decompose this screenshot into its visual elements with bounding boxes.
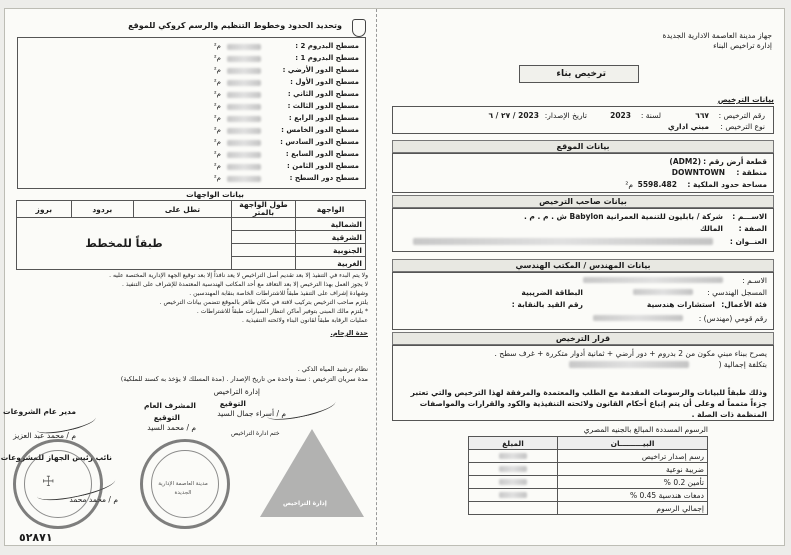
license-box	[392, 106, 774, 134]
floor-area-row	[29, 174, 359, 184]
org-name: جهاز مدينة العاصمة الادارية الجديدة	[662, 31, 772, 40]
plot-size-unit: م²	[625, 180, 633, 189]
license-type-label: نوع الترخيص :	[720, 122, 765, 131]
owner-section-title: بيانات صاحب الترخيص	[392, 195, 774, 208]
floor-area-label: مسطح البدروم 1 :	[295, 54, 359, 62]
note-6: عمليات الرقابة طبقاً لقانون البناء ولائحته التنفيذية .	[242, 317, 368, 324]
floor-area-redacted	[227, 140, 261, 146]
facades-table	[16, 200, 366, 270]
plot-label: قطعة أرض رقم :	[703, 157, 767, 166]
floor-area-unit: م²	[213, 42, 221, 50]
doc-title-box	[519, 65, 639, 83]
note-9: مدة سريان الترخيص : سنة واحدة من تاريخ الإصدار . (مدة المسلك لا يؤخذ به كسند للملكية)	[120, 375, 368, 383]
fees-table	[468, 436, 708, 515]
signature-2-title: التوقيع	[153, 413, 180, 422]
org-department: إدارة تراخيص البناء	[713, 41, 772, 50]
floor-area-row	[29, 162, 359, 172]
floor-area-redacted	[227, 68, 261, 74]
signature-1-scribble	[265, 394, 337, 424]
area-value: DOWNTOWN	[671, 168, 725, 177]
decision-line-3: وذلك طبقاً للبيانات والرسومات المقدمة مع الطلب والمعتمدة والمرفقة لهذا الترخيص والتي تعتبر	[410, 388, 767, 397]
issue-date-label: تاريخ الإصدار:	[544, 111, 587, 120]
decision-box	[392, 345, 774, 421]
decision-line-5: المنظمة ذات الصلة .	[691, 410, 767, 419]
licensing-dept: إدارة التراخيص	[213, 387, 260, 396]
fees-header-row	[469, 437, 708, 450]
decision-section-title: قرار الترخيص	[392, 332, 774, 345]
floor-area-unit: م²	[213, 150, 221, 158]
fees-row	[469, 450, 708, 463]
license-year: 2023	[610, 111, 631, 120]
floor-area-label: مسطح الدور الثامن :	[286, 162, 359, 170]
license-main-panel	[378, 9, 784, 545]
note-3: وشهادة إشراف على التنفيذ طبقاً للاشتراطات الخاصة بنقابة المهندسين .	[189, 290, 368, 297]
floor-area-unit: م²	[213, 90, 221, 98]
owner-capacity-label: الصفة :	[738, 224, 767, 233]
floor-area-label: مسطح الدور السادس :	[280, 138, 359, 146]
fee-amount	[469, 463, 558, 476]
site-box	[392, 153, 774, 193]
floor-area-redacted	[227, 44, 261, 50]
area-label: منطقة :	[736, 168, 767, 177]
floor-area-row	[29, 126, 359, 136]
facades-col-projection: بروز	[17, 201, 72, 218]
signature-3-name: م / محمد عبد العزيز	[13, 431, 76, 440]
plot-size: 5598.482	[637, 180, 677, 189]
facades-header-row	[17, 201, 366, 218]
floor-area-row	[29, 114, 359, 124]
floor-area-label: مسطح الدور الخامس :	[281, 126, 359, 134]
engineer-tax-label: البطاقة الضريبية	[521, 288, 583, 297]
note-4: يلتزم صاحب الترخيص بتركيب لافتة في مكان ظاهر بالموقع تتضمن بيانات الترخيص .	[159, 299, 368, 306]
floor-area-redacted	[227, 164, 261, 170]
facades-col-side: الواجهة	[296, 201, 366, 218]
decision-line-4: جزءاً متمماً له وعلى أن يتم إتباع أحكام القانون ولائحته التنفيذية والكود والقرارات والمواصفات	[419, 399, 767, 408]
facade-side: الشمالية	[296, 218, 366, 231]
floor-area-label: مسطح الدور السابع :	[285, 150, 359, 158]
engineer-class: استشارات هندسية	[646, 300, 715, 309]
license-section-title: بيانات الترخيص	[717, 95, 774, 104]
site-drawing-panel	[0, 9, 377, 545]
owner-capacity: المالك	[699, 224, 723, 233]
owner-address-label: العنــوان :	[729, 237, 767, 246]
signature-1-name: م / أسراء جمال السيد	[217, 409, 286, 418]
floor-area-row	[29, 78, 359, 88]
triangle-stamp-text: إدارة التراخيص	[283, 500, 327, 507]
floor-areas-box	[17, 37, 366, 189]
floor-area-row	[29, 66, 359, 76]
emblem-icon	[352, 19, 366, 37]
facade-row	[17, 218, 366, 231]
license-type: مبني اداري	[667, 122, 709, 131]
engineer-class-label: فئة الأعمال:	[721, 300, 767, 309]
engineer-reg-redacted	[633, 289, 693, 295]
floor-area-row	[29, 138, 359, 148]
signature-2-name: م / محمد السيد	[147, 423, 196, 432]
floor-area-unit: م²	[213, 102, 221, 110]
engineer-box	[392, 272, 774, 330]
plot-number: (ADM2)	[669, 157, 701, 166]
round-seal-stamp	[140, 439, 230, 529]
floor-area-label: مسطح الدور الثاني :	[287, 90, 359, 98]
facades-col-setback: بردود	[71, 201, 133, 218]
issue-date: ٢٧ / ٦ / 2023	[488, 111, 539, 120]
fee-item: ضريبة نوعية	[558, 463, 708, 476]
facade-side: الجنوبية	[296, 244, 366, 257]
plot-size-label: مساحة حدود الملكية :	[687, 180, 767, 189]
license-number-label: رقم الترخيص :	[718, 111, 765, 120]
total-cost-redacted	[569, 361, 689, 368]
fees-col-amount: المبلغ	[469, 437, 558, 450]
doc-title: ترخيص بناء	[556, 69, 606, 79]
fee-item: دمغات هندسية 0.45 %	[558, 489, 708, 502]
floor-area-row	[29, 150, 359, 160]
floor-area-label: مسطح الدور الأول :	[290, 78, 359, 86]
fee-amount	[469, 502, 558, 515]
facade-side: الغربية	[296, 257, 366, 270]
fee-item: رسم إصدار تراخيص	[558, 450, 708, 463]
fee-amount	[469, 476, 558, 489]
engineer-nid-label: رقم قومي (مهندس) :	[698, 314, 767, 323]
fees-row	[469, 489, 708, 502]
floor-area-label: مسطح الدور الثالث :	[287, 102, 359, 110]
note-2: لا يجوز العمل بهذا الترخيص إلا بعد التعاقد مع أحد المكاتب الهندسية المعتمدة للإشراف على التنفيذ .	[122, 281, 368, 288]
floor-area-label: مسطح دور السطح :	[289, 174, 359, 182]
owner-name: شركة / بابليون للتنمية العمرانية Babylon ش . م . م .	[523, 212, 723, 221]
owner-address-redacted	[413, 238, 713, 245]
decision-line-1: يصرح ببناء مبني مكون من 2 بدروم + دور أرضي + ثمانية أدوار متكررة + غرف سطح .	[494, 349, 767, 358]
fees-col-item: البيـــــــــان	[558, 437, 708, 450]
floor-area-row	[29, 54, 359, 64]
small-stamp-label: ختم ادارة التراخيص	[231, 430, 280, 437]
floor-area-redacted	[227, 152, 261, 158]
floor-area-label: مسطح الدور الأرضي :	[282, 66, 359, 74]
site-section-title: بيانات الموقع	[392, 140, 774, 153]
fees-row	[469, 476, 708, 489]
floor-area-unit: م²	[213, 174, 221, 182]
approver-title: المشرف العام	[144, 401, 196, 410]
floor-area-redacted	[227, 116, 261, 122]
floor-area-redacted	[227, 128, 261, 134]
fees-row	[469, 463, 708, 476]
note-7: حدة الزحام.	[330, 329, 368, 337]
facades-col-length: طول الواجهة بالمتر	[232, 201, 296, 218]
decision-line-2: بتكلفة إجمالية (	[718, 360, 767, 369]
signature-4-name: م / محمد محمد	[69, 495, 118, 504]
fees-row	[469, 502, 708, 515]
fee-item: تأمين 0.2 %	[558, 476, 708, 489]
stamp-text: مدينة العاصمة الإدارية الجديدة	[158, 481, 208, 496]
floor-area-unit: م²	[213, 114, 221, 122]
floor-area-unit: م²	[213, 66, 221, 74]
fee-amount	[469, 450, 558, 463]
note-8: نظام ترشيد المياه الذكي .	[297, 365, 368, 373]
signature-3-title: مدير عام الشروعات	[3, 407, 76, 416]
floor-area-redacted	[227, 92, 261, 98]
floor-area-row	[29, 90, 359, 100]
floor-area-unit: م²	[213, 126, 221, 134]
signature-4-title: نائب رئيس الجهاز للمشروعات	[0, 453, 112, 462]
facades-col-overlook: تطل على	[133, 201, 231, 218]
left-panel-title: وتحديد الحدود وخطوط التنظيم والرسم كروكي للموقع	[128, 21, 342, 30]
floor-area-redacted	[227, 104, 261, 110]
fee-item: إجمالي الرسوم	[558, 502, 708, 515]
floor-area-unit: م²	[213, 78, 221, 86]
floor-area-row	[29, 102, 359, 112]
floor-area-unit: م²	[213, 138, 221, 146]
facades-section-title: بيانات الواجهات	[186, 190, 244, 199]
license-year-label: لسنة :	[640, 111, 661, 120]
license-sheet	[0, 8, 785, 546]
owner-box	[392, 208, 774, 252]
engineer-name-label: الاسـم :	[742, 276, 767, 285]
engineer-nid-redacted	[593, 315, 683, 321]
signature-1-title: التوقيع	[219, 399, 246, 408]
eagle-seal-stamp: ☩	[13, 439, 103, 529]
license-number: ٦٦٧	[695, 111, 709, 120]
floor-area-label: مسطح البدروم 2 :	[295, 42, 359, 50]
note-1: ولا يتم البدء في التنفيذ إلا بعد تقديم أصل التراخيص لا يعد نافذاً إلا بعد توقيع الجهة الإدارية المختصة عليه .	[109, 272, 368, 279]
fees-title: الرسوم المسددة المبالغ بالجنيه المصري	[583, 425, 708, 434]
facades-note: طبقاً للمخطط	[17, 218, 232, 270]
floor-area-unit: م²	[213, 54, 221, 62]
engineer-reg-label: المسجل الهندسي :	[707, 288, 767, 297]
floor-area-row	[29, 42, 359, 52]
note-5: * يلتزم مالك المبنى بتوفير أماكن انتظار السيارات طبقاً للاشتراطات .	[196, 308, 368, 315]
floor-area-redacted	[227, 176, 261, 182]
owner-name-label: الاســـم :	[732, 212, 767, 221]
floor-area-redacted	[227, 80, 261, 86]
floor-area-redacted	[227, 56, 261, 62]
engineer-union-label: رقم القيد بالنقابة :	[511, 300, 583, 309]
floor-area-label: مسطح الدور الرابع :	[288, 114, 359, 122]
engineer-name-redacted	[583, 277, 723, 283]
fee-amount	[469, 489, 558, 502]
facade-side: الشرقية	[296, 231, 366, 244]
footer-number: ٥٢٨٧١	[19, 531, 53, 544]
floor-area-unit: م²	[213, 162, 221, 170]
engineer-section-title: بيانات المهندس / المكتب الهندسي	[392, 259, 774, 272]
